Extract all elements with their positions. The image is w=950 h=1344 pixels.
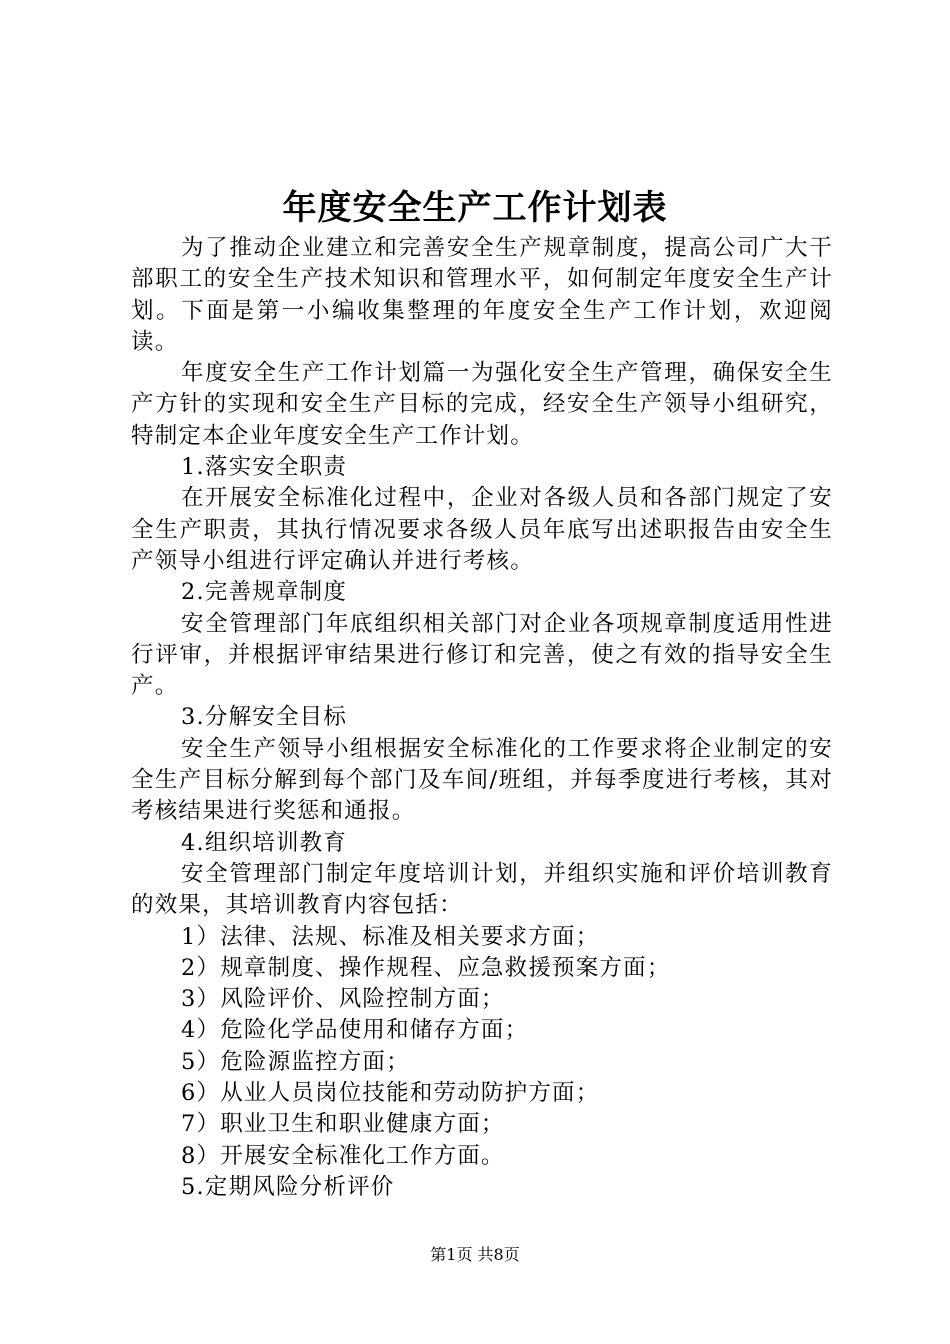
paragraph-section-2: 安全管理部门年底组织相关部门对企业各项规章制度适用性进行评审，并根据评审结果进行修订和完善，使之有效的指导安全生产。 [131,610,833,700]
section-heading-2: 2.完善规章制度 [181,579,348,606]
document-title: 年度安全生产工作计划表 [282,188,668,228]
section-heading-1: 1.落实安全职责 [181,454,348,481]
paragraph-section-1: 在开展安全标准化过程中，企业对各级人员和各部门规定了安全生产职责，其执行情况要求各级人员年底写出述职报告由安全生产领导小组进行评定确认并进行考核。 [131,485,833,574]
list-item-1: 1）法律、法规、标准及相关要求方面； [181,923,600,950]
section-heading-3: 3.分解安全目标 [181,704,348,731]
list-item-6: 6）从业人员岗位技能和劳动防护方面； [181,1080,600,1107]
paragraph-section-3: 安全生产领导小组根据安全标准化的工作要求将企业制定的安全生产目标分解到每个部门及车间/班组，并每季度进行考核，其对考核结果进行奖惩和通报。 [131,735,833,825]
paragraph-intro: 为了推动企业建立和完善安全生产规章制度，提高公司广大干部职工的安全生产技术知识和管理水平，如何制定年度安全生产计划。下面是第一小编收集整理的年度安全生产工作计划，欢迎阅读。 [131,235,833,355]
section-heading-5: 5.定期风险分析评价 [181,1173,395,1200]
paragraph-plan-one: 年度安全生产工作计划篇一为强化安全生产管理，确保安全生产方针的实现和安全生产目标的完成，经安全生产领导小组研究，特制定本企业年度安全生产工作计划。 [131,360,833,449]
list-item-7: 7）职业卫生和职业健康方面； [181,1111,505,1138]
list-item-4: 4）危险化学品使用和储存方面； [181,1017,529,1044]
page-footer: 第1页 共8页 [430,1245,520,1264]
list-item-5: 5）危险源监控方面； [181,1048,410,1075]
section-heading-4: 4.组织培训教育 [181,829,348,856]
document-body [131,233,833,1203]
paragraph-section-4: 安全管理部门制定年度培训计划，并组织实施和评价培训教育的效果，其培训教育内容包括： [131,860,833,919]
list-item-3: 3）风险评价、风险控制方面； [181,986,505,1013]
list-item-2: 2）规章制度、操作规程、应急救援预案方面； [181,954,671,981]
list-item-8: 8）开展安全标准化工作方面。 [181,1142,505,1169]
